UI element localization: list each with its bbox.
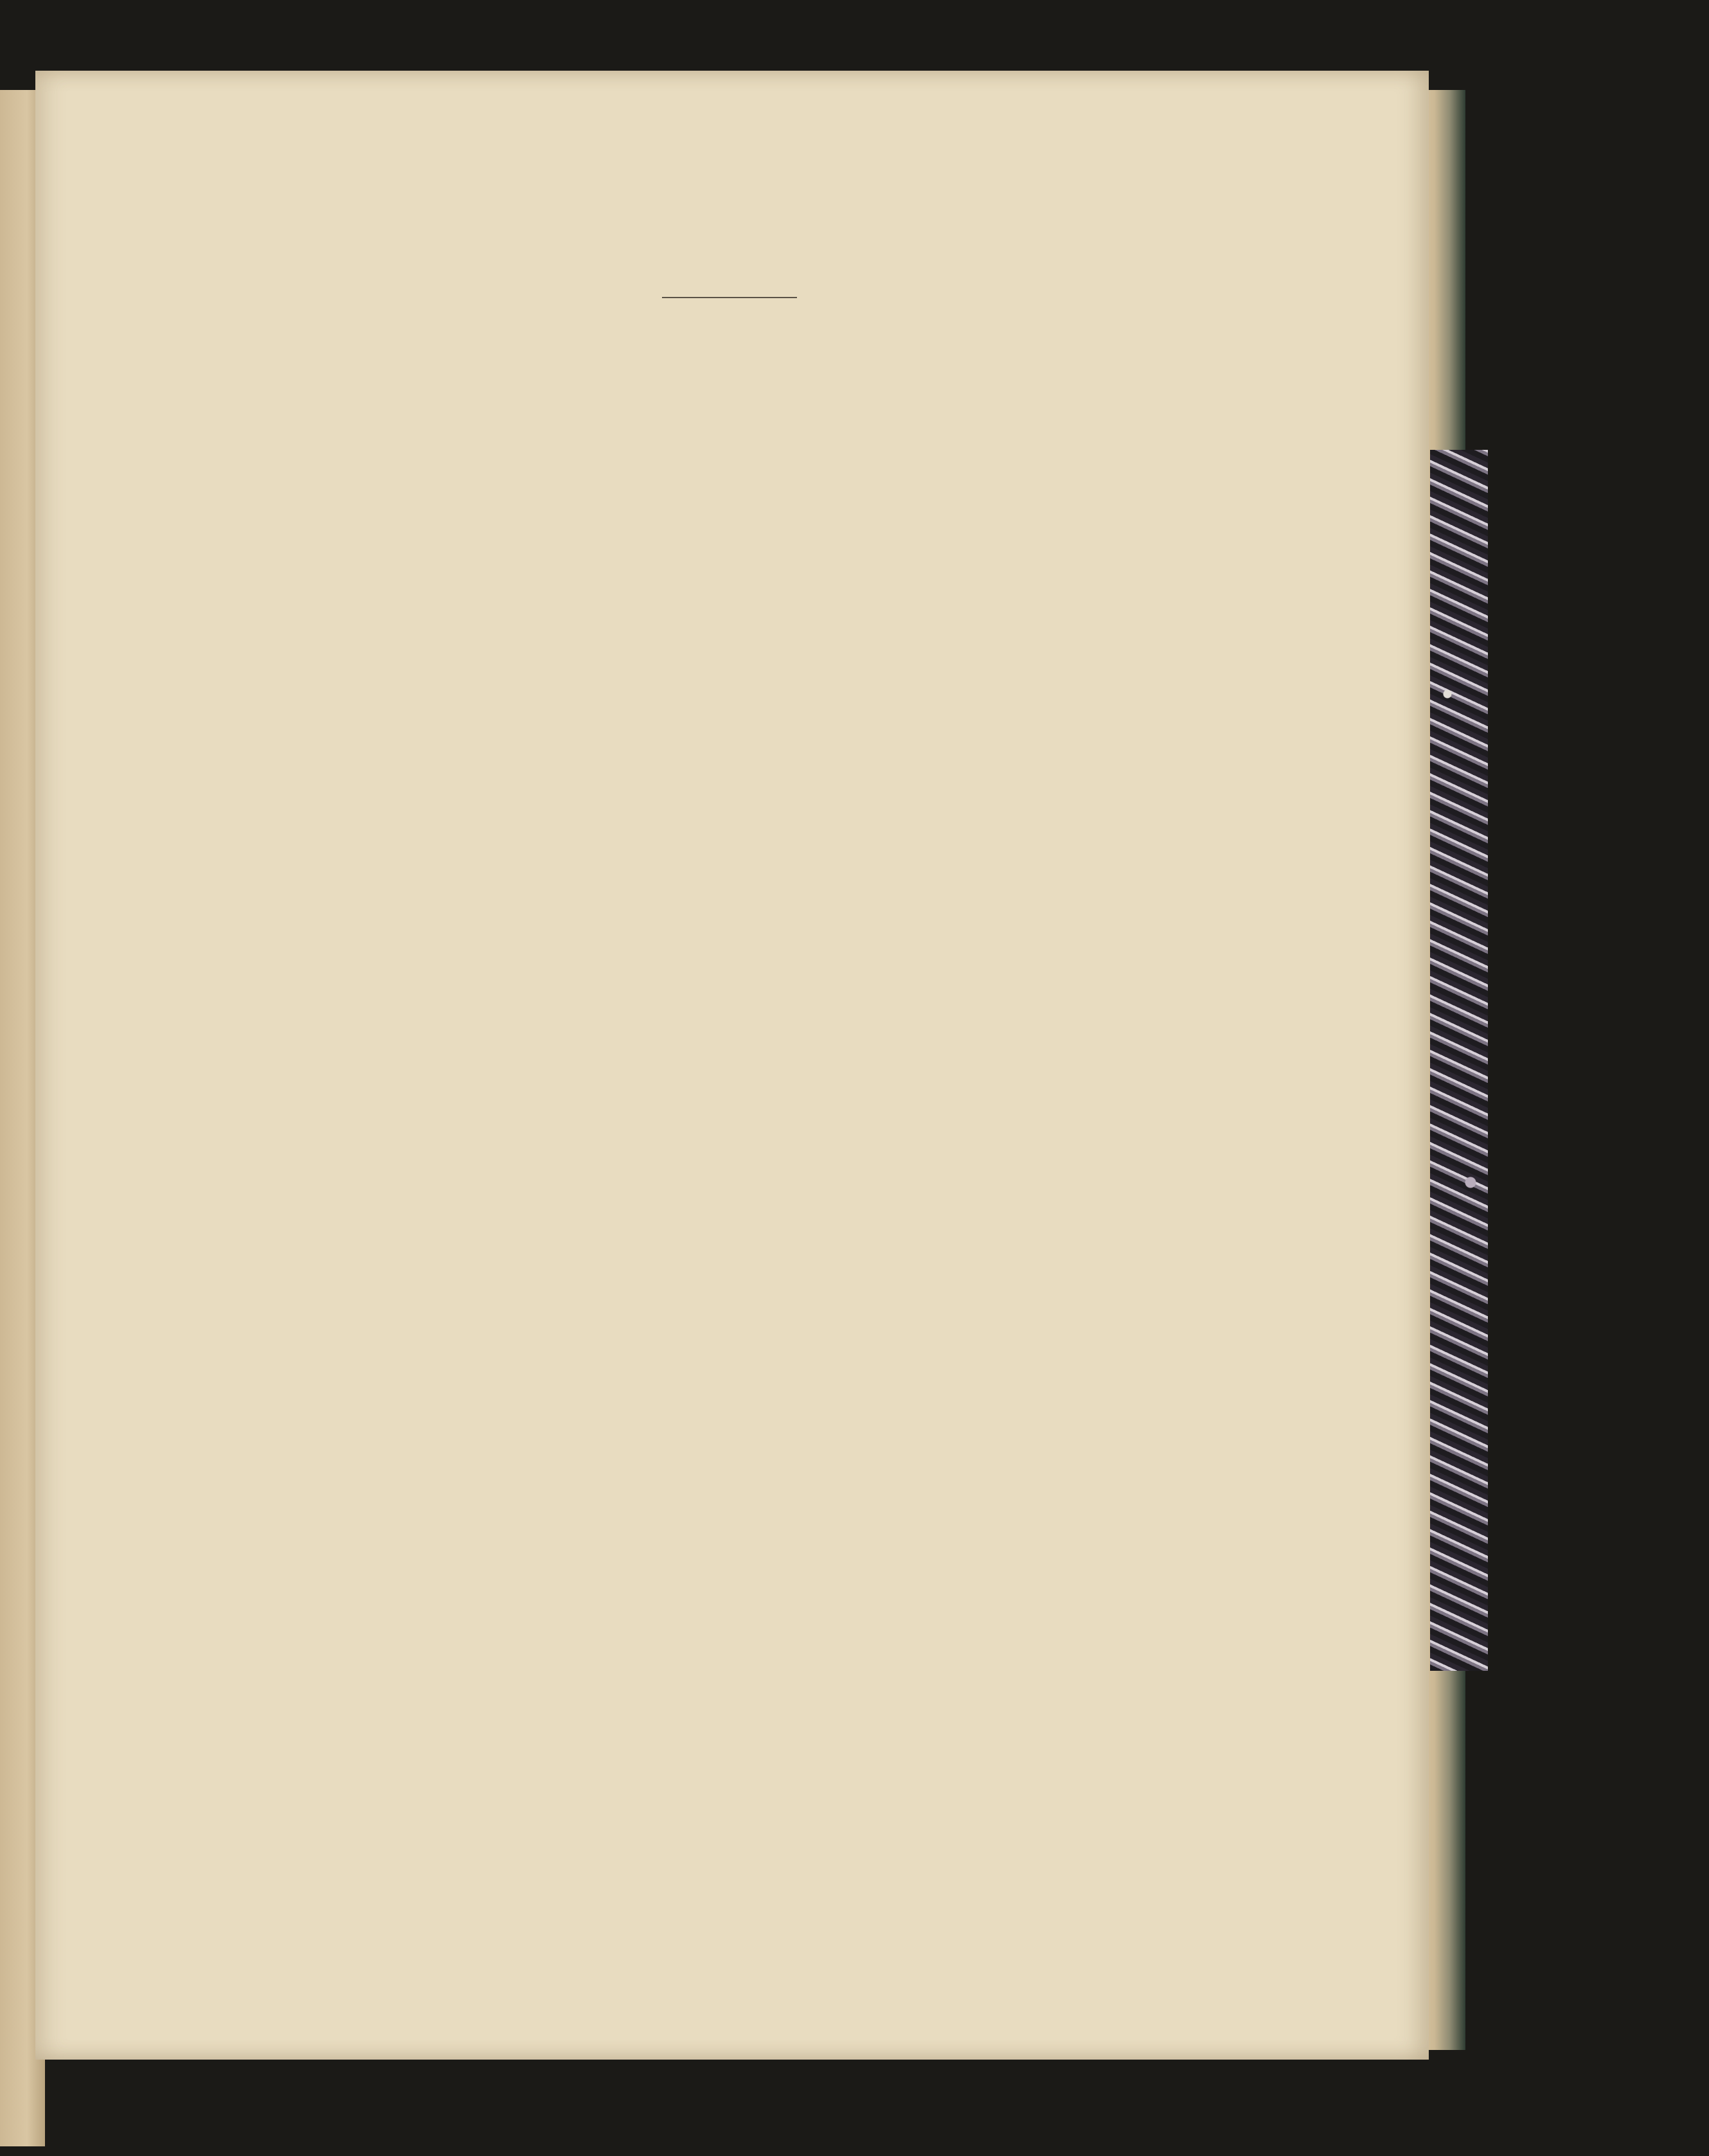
page-content <box>235 328 1263 370</box>
page-number-rule <box>662 297 797 298</box>
book-page <box>35 71 1429 2060</box>
marbled-cover-edge <box>1430 450 1488 1671</box>
